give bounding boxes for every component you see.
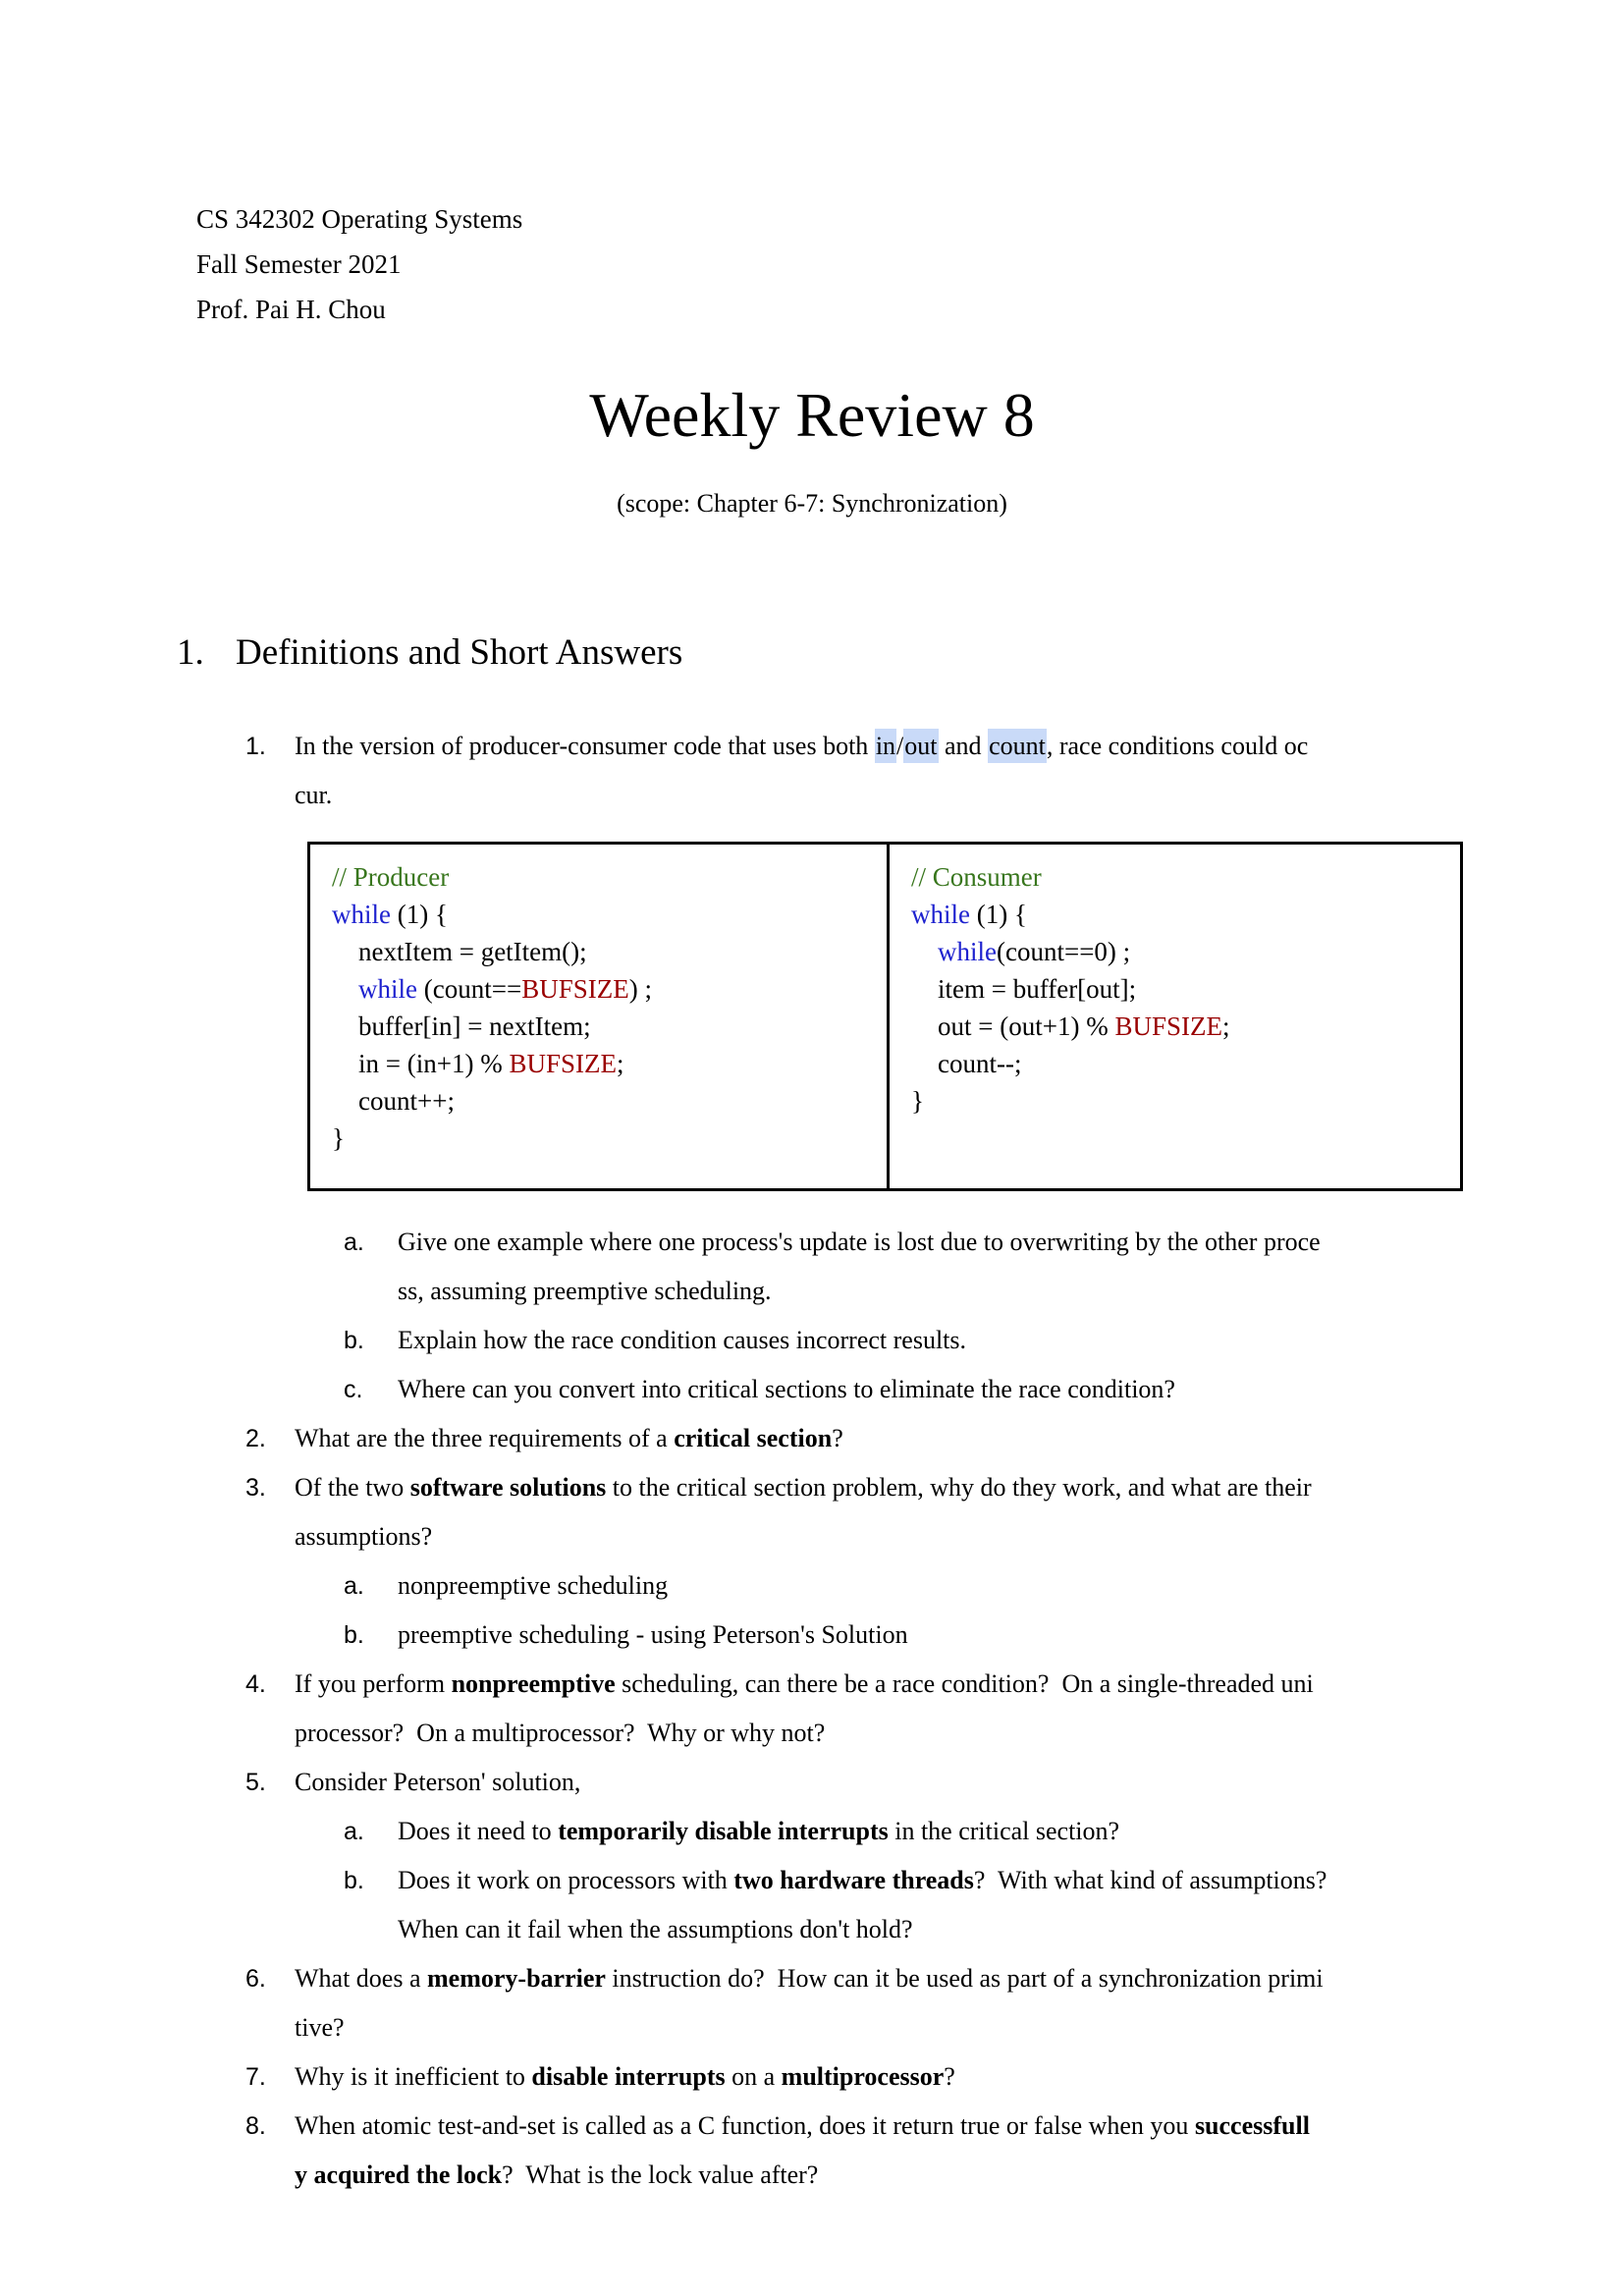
- bold-text: temporarily disable interrupts: [558, 1817, 889, 1845]
- bold-text: nonpreemptive: [451, 1669, 616, 1698]
- list-item-label: 3.: [245, 1474, 266, 1502]
- bold-text: multiprocessor: [781, 2062, 945, 2091]
- text-segment: cur.: [295, 781, 333, 809]
- text-segment: on a: [725, 2062, 782, 2091]
- code-line: [332, 1082, 877, 1120]
- list-item-label: a.: [344, 1572, 364, 1600]
- list-item: [0, 1414, 1624, 1463]
- text-segment: (count==: [417, 974, 522, 1004]
- page-subtitle: (scope: Chapter 6-7: Synchronization): [617, 489, 1007, 518]
- list-item-label: a.: [344, 1229, 364, 1256]
- producer-code-cell: [310, 845, 890, 1188]
- list-item-content: [398, 1856, 1496, 1954]
- list-item: [0, 1807, 1624, 1856]
- list-item-label: c.: [344, 1376, 363, 1403]
- text-segment: /: [896, 732, 904, 760]
- text-segment: Why is it inefficient to: [295, 2062, 532, 2091]
- text-segment: , race conditions could oc: [1046, 732, 1309, 760]
- list-item-label: b.: [344, 1867, 364, 1894]
- text-line: [295, 2151, 1496, 2200]
- text-segment: }: [911, 1086, 924, 1116]
- list-item-content: [398, 1611, 1496, 1660]
- code-constant-text: BUFSIZE: [521, 974, 629, 1004]
- text-line: [295, 1758, 1496, 1807]
- questions-list: [0, 722, 1624, 2200]
- text-segment: When can it fail when the assumptions don't hold?: [398, 1915, 913, 1943]
- code-keyword-text: while: [358, 974, 417, 1004]
- list-item: [0, 1463, 1624, 1561]
- highlighted-text: count: [988, 729, 1047, 763]
- list-item-content: [398, 1218, 1496, 1316]
- text-segment: tive?: [295, 2013, 345, 2042]
- text-line: [398, 1856, 1496, 1905]
- text-segment: count--;: [911, 1049, 1022, 1078]
- text-segment: If you perform: [295, 1669, 452, 1698]
- text-segment: Does it work on processors with: [398, 1866, 734, 1894]
- list-item-label: 5.: [245, 1769, 266, 1796]
- bold-text: y acquired the lock: [295, 2160, 503, 2189]
- list-item-content: [295, 1463, 1496, 1561]
- list-item: [0, 1856, 1624, 1954]
- code-line: [332, 970, 877, 1008]
- text-line: [295, 1709, 1496, 1758]
- text-segment: Consider Peterson' solution,: [295, 1768, 581, 1796]
- text-line: [295, 2052, 1496, 2102]
- text-segment: [332, 974, 358, 1004]
- code-keyword-text: while: [938, 937, 997, 966]
- text-segment: [911, 937, 938, 966]
- list-item-content: [398, 1316, 1496, 1365]
- list-item-content: [398, 1365, 1496, 1414]
- text-segment: nextItem = getItem();: [332, 937, 587, 966]
- list-item: [0, 1758, 1624, 1807]
- list-item-label: b.: [344, 1621, 364, 1649]
- text-segment: ) ;: [628, 974, 652, 1004]
- code-keyword-text: while: [332, 900, 391, 929]
- text-segment: Does it need to: [398, 1817, 559, 1845]
- code-keyword-text: while: [911, 900, 970, 929]
- highlighted-text: in: [875, 729, 896, 763]
- text-line: [295, 1660, 1496, 1709]
- list-item-content: [398, 1807, 1496, 1856]
- code-line: [332, 1045, 877, 1082]
- text-segment: When atomic test-and-set is called as a C function, does it return true or false when you: [295, 2111, 1195, 2140]
- list-item-content: [295, 2052, 1496, 2102]
- text-line: [398, 1365, 1496, 1414]
- text-segment: What does a: [295, 1964, 428, 1993]
- document-header: [196, 196, 522, 332]
- text-line: [295, 1463, 1496, 1512]
- code-line: [911, 1045, 1450, 1082]
- list-item-label: 6.: [245, 1965, 266, 1993]
- list-item-content: [295, 1660, 1496, 1758]
- list-item: [0, 1365, 1624, 1414]
- code-line: [332, 933, 877, 970]
- text-segment: buffer[in] = nextItem;: [332, 1011, 591, 1041]
- section-heading: [177, 630, 682, 676]
- header-semester-line: Fall Semester 2021: [196, 249, 402, 279]
- code-line: [332, 1120, 877, 1157]
- list-item-content: [295, 722, 1496, 820]
- list-item: [0, 2102, 1624, 2200]
- text-segment: Explain how the race condition causes incorrect results.: [398, 1326, 967, 1354]
- list-item-content: [295, 1758, 1496, 1807]
- list-item-content: [295, 2102, 1496, 2200]
- text-segment: ?: [944, 2062, 955, 2091]
- text-segment: item = buffer[out];: [911, 974, 1137, 1004]
- code-constant-text: BUFSIZE: [1114, 1011, 1222, 1041]
- code-line: [911, 858, 1450, 896]
- bold-text: critical section: [674, 1424, 833, 1452]
- text-segment: assumptions?: [295, 1522, 433, 1551]
- text-segment: }: [332, 1123, 345, 1153]
- bold-text: successfull: [1194, 2111, 1310, 2140]
- text-segment: and: [938, 732, 989, 760]
- text-line: [398, 1611, 1496, 1660]
- code-comment-text: // Producer: [332, 862, 450, 892]
- consumer-code-cell: [890, 845, 1460, 1188]
- text-segment: to the critical section problem, why do they work, and what are their: [606, 1473, 1312, 1502]
- code-comment-text: // Consumer: [911, 862, 1042, 892]
- text-segment: out = (out+1) %: [911, 1011, 1115, 1041]
- text-segment: ;: [616, 1049, 624, 1078]
- list-item: [0, 722, 1624, 820]
- text-segment: (1) {: [970, 900, 1027, 929]
- text-line: [398, 1267, 1496, 1316]
- producer-consumer-code-table: [307, 842, 1463, 1191]
- header-professor-line: Prof. Pai H. Chou: [196, 295, 386, 324]
- header-course-line: CS 342302 Operating Systems: [196, 204, 523, 234]
- page-title: Weekly Review 8: [589, 380, 1035, 450]
- list-item-label: 2.: [245, 1425, 266, 1452]
- text-segment: In the version of producer-consumer code that uses both: [295, 732, 875, 760]
- text-segment: Of the two: [295, 1473, 410, 1502]
- text-segment: processor? On a multiprocessor? Why or why not?: [295, 1719, 826, 1747]
- text-segment: Where can you convert into critical sections to eliminate the race condition?: [398, 1375, 1175, 1403]
- bold-text: software solutions: [409, 1473, 607, 1502]
- list-item-content: [398, 1561, 1496, 1611]
- highlighted-text: out: [903, 729, 938, 763]
- text-line: [398, 1905, 1496, 1954]
- code-line: [911, 1008, 1450, 1045]
- list-item: [0, 1611, 1624, 1660]
- text-segment: (count==0) ;: [997, 937, 1131, 966]
- text-line: [398, 1807, 1496, 1856]
- text-segment: in = (in+1) %: [332, 1049, 510, 1078]
- text-line: [295, 1954, 1496, 2003]
- list-item-label: b.: [344, 1327, 364, 1354]
- text-line: [398, 1561, 1496, 1611]
- list-item: [0, 1316, 1624, 1365]
- text-segment: in the critical section?: [888, 1817, 1120, 1845]
- list-item-label: 8.: [245, 2112, 266, 2140]
- list-item-content: [295, 1414, 1496, 1463]
- text-segment: count++;: [332, 1086, 455, 1116]
- list-item: [0, 1954, 1624, 2052]
- list-item: [0, 2052, 1624, 2102]
- list-item: [0, 1561, 1624, 1611]
- text-segment: ? What is the lock value after?: [502, 2160, 819, 2189]
- text-segment: nonpreemptive scheduling: [398, 1571, 669, 1600]
- code-line: [911, 896, 1450, 933]
- code-line: [911, 933, 1450, 970]
- section-number: 1.: [177, 632, 204, 673]
- text-line: [295, 722, 1496, 771]
- text-line: [295, 1512, 1496, 1561]
- section-title: Definitions and Short Answers: [236, 632, 683, 673]
- list-item: [0, 1218, 1624, 1316]
- text-line: [398, 1218, 1496, 1267]
- list-item-label: 7.: [245, 2063, 266, 2091]
- list-item-label: 1.: [245, 733, 266, 760]
- text-segment: instruction do? How can it be used as part of a synchronization primi: [605, 1964, 1324, 1993]
- list-item: [0, 1660, 1624, 1758]
- bold-text: disable interrupts: [531, 2062, 726, 2091]
- text-segment: What are the three requirements of a: [295, 1424, 675, 1452]
- code-line: [911, 970, 1450, 1008]
- text-line: [295, 2102, 1496, 2151]
- text-line: [295, 1414, 1496, 1463]
- bold-text: memory-barrier: [427, 1964, 606, 1993]
- code-line: [332, 896, 877, 933]
- bold-text: two hardware threads: [733, 1866, 974, 1894]
- text-segment: ? With what kind of assumptions?: [973, 1866, 1327, 1894]
- text-line: [295, 2003, 1496, 2052]
- text-segment: Give one example where one process's update is lost due to overwriting by the other proce: [398, 1228, 1321, 1256]
- text-line: [398, 1316, 1496, 1365]
- list-item-label: a.: [344, 1818, 364, 1845]
- text-segment: ?: [832, 1424, 843, 1452]
- text-segment: preemptive scheduling - using Peterson's Solution: [398, 1620, 908, 1649]
- text-segment: ss, assuming preemptive scheduling.: [398, 1277, 772, 1305]
- text-segment: (1) {: [391, 900, 448, 929]
- text-segment: scheduling, can there be a race condition? On a single-threaded uni: [615, 1669, 1314, 1698]
- list-item-label: 4.: [245, 1670, 266, 1698]
- code-constant-text: BUFSIZE: [509, 1049, 617, 1078]
- text-line: [295, 771, 1496, 820]
- text-segment: ;: [1221, 1011, 1230, 1041]
- code-line: [332, 858, 877, 896]
- list-item-content: [295, 1954, 1496, 2052]
- code-line: [911, 1082, 1450, 1120]
- code-line: [332, 1008, 877, 1045]
